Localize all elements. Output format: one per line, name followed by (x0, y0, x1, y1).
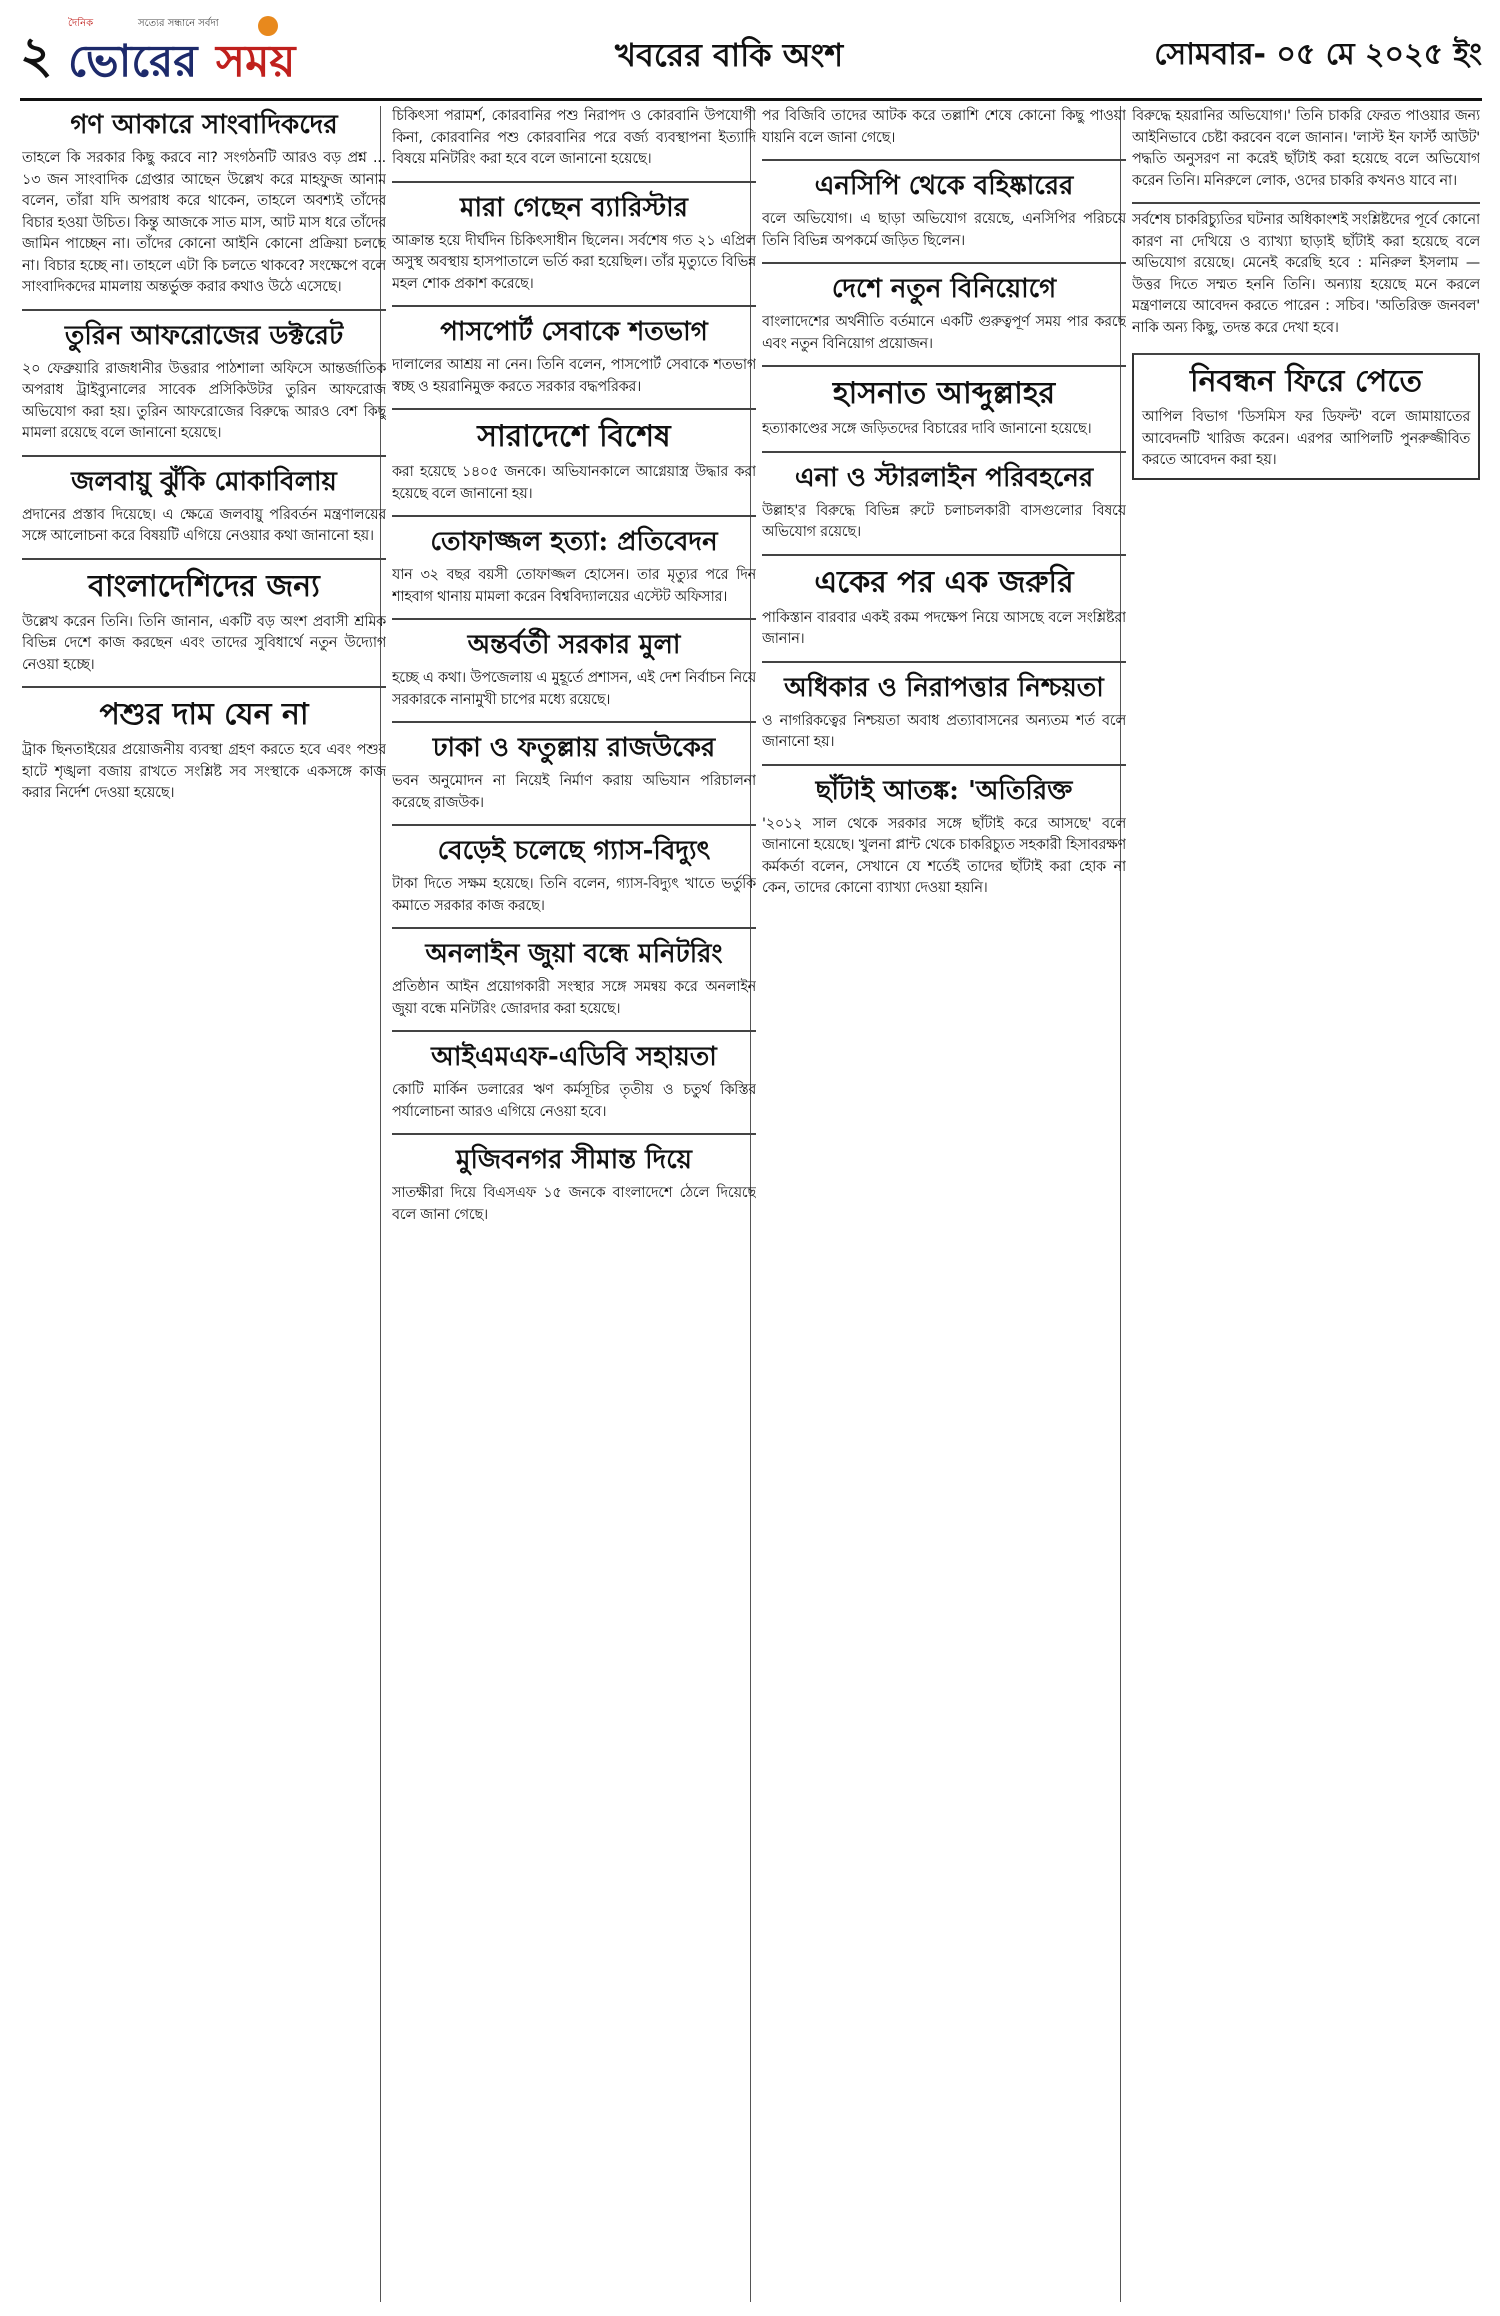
article-headline: পাসপোর্ট সেবাকে শতভাগ (440, 317, 708, 347)
article (22, 455, 386, 548)
article-body: আক্রান্ত হয়ে দীর্ঘদিন চিকিৎসাধীন ছিলেন। সর্বশেষ গত ২১ এপ্রিল অসুস্থ অবস্থায় হাসপাতালে ভর্তি করা হয়েছিল। তাঁর মৃত্যুতে বিভিন্ন মহল শোক প্রকাশ করেছে। (392, 232, 756, 292)
article-body: তাহলে কি সরকার কিছু করবে না? সংগঠনটি আরও বড় প্রশ্ন ... ১৩ জন সাংবাদিক গ্রেপ্তার আছেন উল্লেখ করে মাহফুজ আনাম বলেন, তাঁরা যদি অপরাধ করে থাকেন, তাহলে অবশ্যই তাঁদের বিচার হওয়া উচিত। কিন্তু আজকে সাত মাস, আট মাস ধরে তাঁদের জামিন পাচ্ছেন না। তাঁদের কোনো আইনি কোনো প্রক্রিয়া চলছে না। বিচার হচ্ছে না। তাহলে এটা কি চলতে থাকবে? সংক্ষেপে বলে সাংবাদিকদের মামলায় অন্তর্ভুক্ত করার কথাও উঠে এসেছে। (22, 150, 386, 295)
article (762, 764, 1126, 900)
article-headline: একের পর এক জরুরি (814, 564, 1074, 600)
article-body: করা হয়েছে ১৪০৫ জনকে। অভিযানকালে আগ্নেয়াস্ত্র উদ্ধার করা হয়েছে বলে জানানো হয়। (392, 464, 756, 502)
article-body: হচ্ছে এ কথা। উপজেলায় এ মুহূর্তে প্রশাসন, এই দেশ নির্বাচন নিয়ে সরকারকে নানামুখী চাপের মধ্যে রয়েছে। (392, 670, 756, 708)
article-headline: অধিকার ও নিরাপত্তার নিশ্চয়তা (784, 672, 1104, 703)
article-body: উল্লেখ করেন তিনি। তিনি জানান, একটি বড় অংশ প্রবাসী শ্রমিক বিভিন্ন দেশে কাজ করছেন এবং তাদের সুবিধার্থে নতুন উদ্যোগ নেওয়া হচ্ছে। (22, 613, 386, 673)
article-headline: আইএমএফ-এডিবি সহায়তা (431, 1042, 717, 1072)
article (392, 721, 756, 814)
logo-tagline: সত্যের সন্ধানে সর্বদা (138, 18, 219, 29)
article (1132, 106, 1480, 192)
article (1132, 353, 1480, 480)
article-body: আপিল বিভাগ 'ডিসমিস ফর ডিফল্ট' বলে জামায়াতের আবেদনটি খারিজ করেন। এরপর আপিলটি পুনরুজ্জীবিত করতে আবেদন করা হয়। (1142, 409, 1470, 468)
article-headline: অন্তর্বর্তী সরকার মুলা (467, 630, 681, 660)
article-body: '২০১২ সাল থেকে সরকার সঙ্গে ছাঁটাই করে আসছে' বলে জানানো হয়েছে। খুলনা প্লান্ট থেকে চাকরিচ্যুত সহকারী হিসাবরক্ষণ কর্মকর্তা বলেন, সেখানে যে শর্তেই তাদের ছাঁটাই করা হোক না কেন, তাদের কোনো ব্যাখ্যা দেওয়া হয়নি। (762, 815, 1126, 896)
article-headline: এনা ও স্টারলাইন পরিবহনের (794, 462, 1094, 493)
article (392, 927, 756, 1020)
article-body: প্রদানের প্রস্তাব দিয়েছে। এ ক্ষেত্রে জলবায়ু পরিবর্তন মন্ত্রণালয়ের সঙ্গে আলোচনা করে বিষয়টি এগিয়ে নেওয়ার কথা জানানো হয়। (22, 506, 386, 544)
article (392, 515, 756, 608)
article-body: পাকিস্তান বারবার একই রকম পদক্ষেপ নিয়ে আসছে বলে সংশ্লিষ্টরা জানান। (762, 609, 1126, 647)
article-body: সর্বশেষ চাকরিচ্যুতির ঘটনার অধিকাংশই সংশ্লিষ্টদের পূর্বে কোনো কারণ না দেখিয়ে ও ব্যাখ্যা ছাড়াই ছাঁটাই করা হয়েছে বলে অভিযোগ রয়েছে। মেনেই করেছি হবে : মনিরুল ইসলাম — উত্তর দিতে সম্মত হননি তিনি। অন্যায় হয়েছে মনে করলে মন্ত্রণালয়ে আবেদন করতে পারেন : সচিব। 'অতিরিক্ত জনবল' নাকি অন্য কিছু, তদন্ত করে দেখা হবে। (1132, 212, 1480, 336)
article-body: সাতক্ষীরা দিয়ে বিএসএফ ১৫ জনকে বাংলাদেশে ঠেলে দিয়েছে বলে জানা গেছে। (392, 1185, 756, 1223)
article-headline: অনলাইন জুয়া বন্ধে মনিটরিং (425, 939, 723, 969)
article (392, 1133, 756, 1226)
article-body: ২০ ফেব্রুয়ারি রাজধানীর উত্তরার পাঠশালা অফিসে আন্তর্জাতিক অপরাধ ট্রাইব্যুনালের সাবেক প্রসিকিউটর তুরিন আফরোজ অভিযোগ করা হয়। তুরিন আফরোজের বিরুদ্ধে আরও বেশ কিছু মামলা রয়েছে বলে জানানো হয়েছে। (22, 360, 386, 441)
article-headline: সারাদেশে বিশেষ (477, 419, 671, 454)
article-body: বলে অভিযোগ। এ ছাড়া অভিযোগ রয়েছে, এনসিপির পরিচয়ে তিনি বিভিন্ন অপকর্মে জড়িত ছিলেন। (762, 211, 1126, 249)
page-number: ২ (20, 25, 53, 84)
article (392, 1030, 756, 1123)
article (762, 159, 1126, 252)
article-body: উল্লাহ'র বিরুদ্ধে বিভিন্ন রুটে চলাচলকারী বাসগুলোর বিষয়ে অভিযোগ রয়েছে। (762, 502, 1126, 540)
article-body: বাংলাদেশের অর্থনীতি বর্তমানে একটি গুরুত্বপূর্ণ সময় পার করছে এবং নতুন বিনিয়োগ প্রয়োজন। (762, 314, 1126, 352)
article (392, 824, 756, 917)
article-body: প্রতিষ্ঠান আইন প্রয়োগকারী সংস্থার সঙ্গে সমন্বয় করে অনলাইন জুয়া বন্ধে মনিটরিং জোরদার করা হয়েছে। (392, 979, 756, 1017)
article-headline: মুজিবনগর সীমান্ত দিয়ে (456, 1145, 692, 1175)
article-headline: হাসনাত আব্দুল্লাহর (832, 376, 1056, 411)
article (392, 408, 756, 505)
sun-icon (258, 16, 278, 36)
article (392, 106, 756, 171)
article (22, 108, 386, 299)
article-body: বিরুদ্ধে হয়রানির অভিযোগ।' তিনি চাকরি ফেরত পাওয়ার জন্য আইনিভাবে চেষ্টা করবেন বলে জানান। 'লাস্ট ইন ফার্স্ট আউট' পদ্ধতি অনুসরণ না করেই ছাঁটাই করা হয়েছে বলে অভিযোগ করেন তিনি। মনিরুলে লোক, ওদের চাকরি কখনও যাবে না। (1132, 108, 1480, 189)
newspaper-logo (68, 16, 318, 88)
column-1 (22, 106, 386, 2302)
article-body: ট্রাক ছিনতাইয়ের প্রয়োজনীয় ব্যবস্থা গ্রহণ করতে হবে এবং পশুর হাটে শৃঙ্খলা বজায় রাখতে সংশ্লিষ্ট সব সংস্থাকে একসঙ্গে কাজ করার নির্দেশ দেওয়া হয়েছে। (22, 742, 386, 801)
article-body: ও নাগরিকত্বের নিশ্চয়তা অবাধ প্রত্যাবাসনের অন্যতম শর্ত বলে জানানো হয়। (762, 712, 1126, 750)
article-headline: ঢাকা ও ফতুল্লায় রাজউকের (432, 733, 716, 763)
article-body: ভবন অনুমোদন না নিয়েই নির্মাণ করায় অভিযান পরিচালনা করেছে রাজউক। (392, 773, 756, 811)
article-headline: বাংলাদেশিদের জন্য (88, 568, 320, 604)
article-headline: তুরিন আফরোজের ডক্টরেট (64, 320, 344, 351)
article-headline: দেশে নতুন বিনিয়োগে (831, 274, 1057, 304)
article-body: পর বিজিবি তাদের আটক করে তল্লাশি শেষে কোনো কিছু পাওয়া যায়নি বলে জানা গেছে। (762, 108, 1126, 146)
article (762, 106, 1126, 149)
logo-name-part1: ভোরের (68, 36, 198, 87)
column-4 (1132, 106, 1480, 2302)
article-headline: নিবন্ধন ফিরে পেতে (1190, 364, 1422, 399)
issue-date: সোমবার- ০৫ মে ২০২৫ ইং (1154, 37, 1482, 72)
article-headline: এনসিপি থেকে বহিষ্কারের (814, 171, 1074, 201)
section-title: খবরের বাকি অংশ (615, 36, 844, 74)
article (392, 618, 756, 711)
column-2 (392, 106, 756, 2302)
article-headline: মারা গেছেন ব্যারিস্টার (460, 192, 688, 223)
article (392, 305, 756, 398)
article (762, 661, 1126, 754)
article-body: হত্যাকাণ্ডের সঙ্গে জড়িতদের বিচারের দাবি জানানো হয়েছে। (762, 421, 1092, 437)
article (1132, 202, 1480, 339)
article-headline: জলবায়ু ঝুঁকি মোকাবিলায় (71, 466, 337, 497)
article (762, 451, 1126, 544)
article-body: কোটি মার্কিন ডলারের ঋণ কর্মসূচির তৃতীয় ও চতুর্থ কিস্তির পর্যালোচনা আরও এগিয়ে নেওয়া হবে। (392, 1082, 756, 1120)
article (22, 686, 386, 805)
article-headline: তোফাজ্জল হত্যা: প্রতিবেদন (430, 527, 718, 557)
article-body: দালালের আশ্রয় না নেন। তিনি বলেন, পাসপোর্ট সেবাকে শতভাগ স্বচ্ছ ও হয়রানিমুক্ত করতে সরকার বদ্ধপরিকর। (392, 357, 756, 395)
logo-name-part2: সময় (216, 36, 296, 87)
article-headline: পশুর দাম যেন না (99, 697, 309, 732)
article (22, 309, 386, 445)
masthead (20, 10, 1482, 101)
article (762, 554, 1126, 651)
article-body: টাকা দিতে সক্ষম হয়েছে। তিনি বলেন, গ্যাস-বিদ্যুৎ খাতে ভর্তুকি কমাতে সরকার কাজ করছে। (392, 876, 756, 914)
article-body: চিকিৎসা পরামর্শ, কোরবানির পশু নিরাপদ ও কোরবানি উপযোগী কিনা, কোরবানির পশু কোরবানির পরে বর্জ্য ব্যবস্থাপনা ইত্যাদি বিষয়ে মনিটরিং করা হবে বলে জানানো হয়েছে। (392, 108, 756, 167)
article (762, 262, 1126, 355)
logo-small-text: দৈনিক (68, 18, 94, 29)
article-headline: বেড়েই চলেছে গ্যাস-বিদ্যুৎ (437, 836, 711, 866)
article-headline: গণ আকারে সাংবাদিকদের (70, 110, 338, 140)
article (762, 365, 1126, 441)
article (392, 181, 756, 296)
column-3 (762, 106, 1126, 2302)
article (22, 558, 386, 677)
article-body: যান ৩২ বছর বয়সী তোফাজ্জল হোসেন। তার মৃত্যুর পরে দিন শাহবাগ থানায় মামলা করেন বিশ্ববিদ্যালয়ের এস্টেট অফিসার। (392, 567, 756, 605)
article-headline: ছাঁটাই আতঙ্ক: 'অতিরিক্ত (815, 775, 1073, 806)
